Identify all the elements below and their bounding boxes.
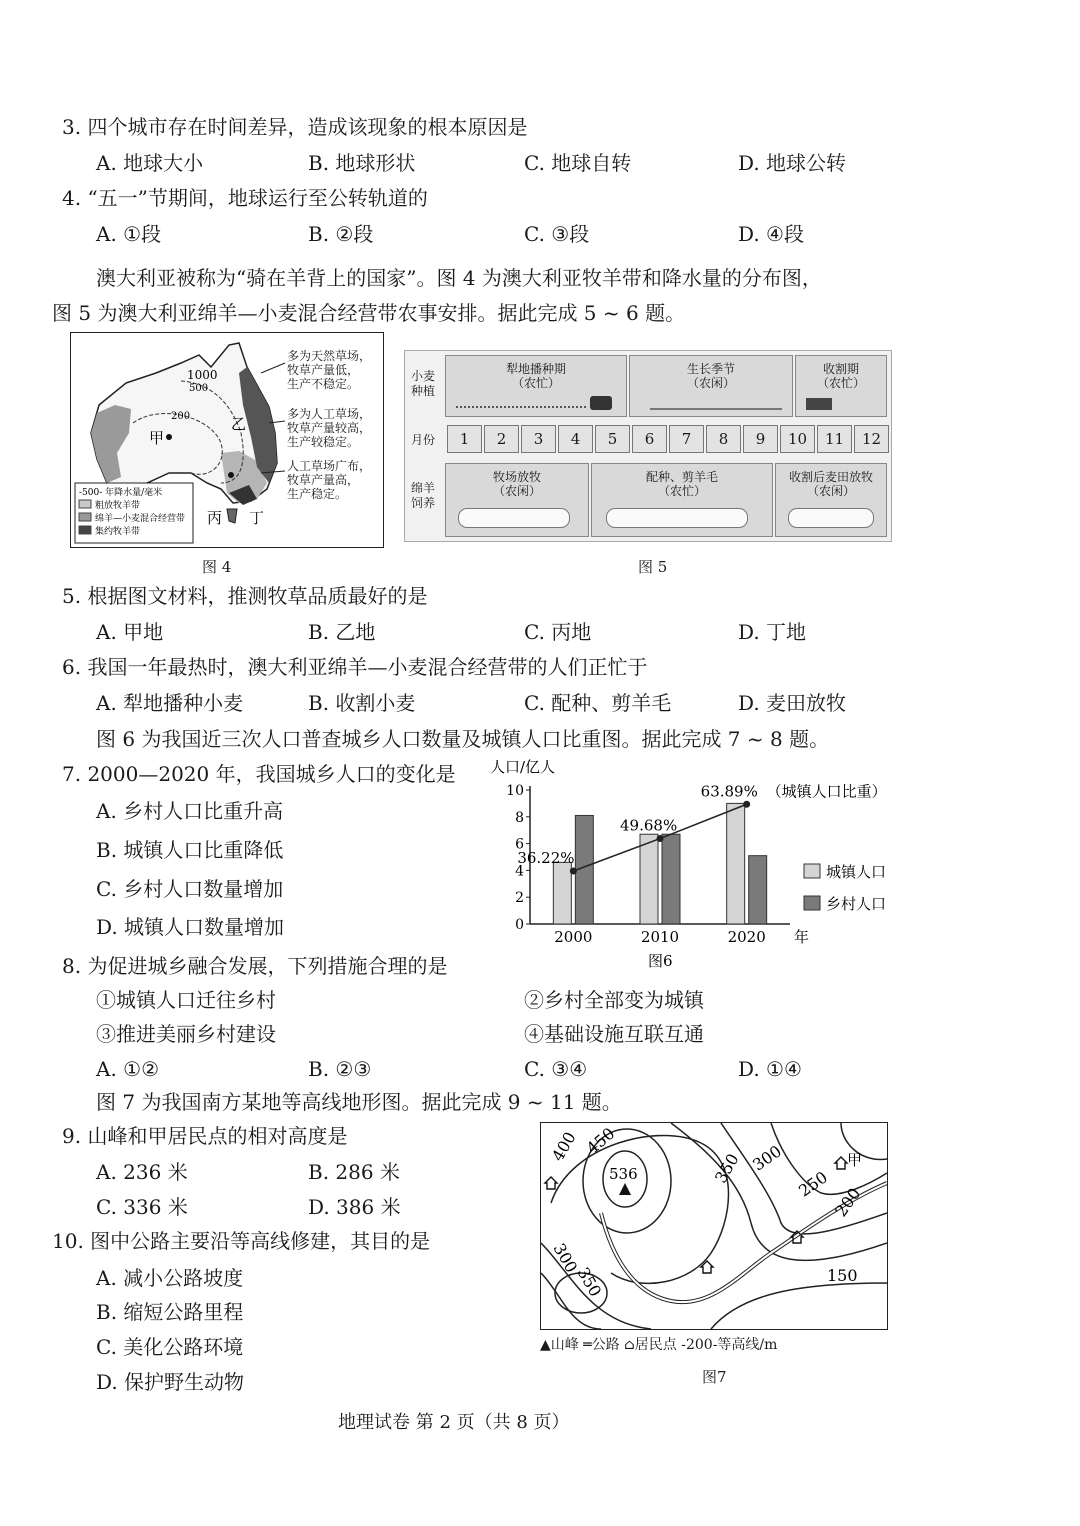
figure-6-caption: 图6 [648, 952, 673, 970]
contour-150: 150 [827, 1266, 858, 1285]
legend-label: 乡村人口 [826, 895, 887, 913]
bar-urban [640, 834, 658, 924]
month-cell: 9 [743, 425, 778, 453]
figure-7-legend: ▲山峰 ═公路 ⌂居民点 -200-等高线/m [540, 1337, 778, 1353]
legend-swatch [804, 896, 820, 910]
month-cell: 5 [595, 425, 630, 453]
y-tick-label: 0 [515, 917, 524, 933]
q6-option-b: B. 收割小麦 [308, 691, 416, 715]
y-axis-label: 人口/亿人 [490, 758, 556, 776]
contour-200: 200 [831, 1184, 865, 1221]
legend-swatch [804, 864, 820, 878]
legend-extensive: 粗放牧羊带 [95, 501, 141, 511]
sheep-pasture-grazing: 牧场放牧 （农闲） [445, 463, 589, 537]
q9-option-a: A. 236 米 [96, 1160, 188, 1184]
q8-stem: 8. 为促进城乡融合发展，下列措施合理的是 [62, 954, 448, 978]
y-tick-label: 6 [515, 836, 524, 853]
ratio-label: 49.68% [620, 816, 678, 835]
contour-450: 450 [582, 1123, 619, 1158]
sheep-wheatfield-grazing: 收割后麦田放牧 （农闲） [775, 463, 887, 537]
legend-intensive: 集约牧羊带 [95, 527, 141, 537]
q9-option-d: D. 386 米 [308, 1195, 401, 1219]
ratio-label: 36.22% [517, 848, 575, 867]
wheat-sowing-period: 犁地播种期 （农忙） [445, 355, 627, 417]
q9-option-b: B. 286 米 [308, 1160, 400, 1184]
q8-option-b: B. ②③ [308, 1057, 372, 1081]
q9-option-c: C. 336 米 [96, 1195, 188, 1219]
intro-9-11: 图 7 为我国南方某地等高线地形图。据此完成 9 ~ 11 题。 [96, 1090, 622, 1114]
q7-option-d: D. 城镇人口数量增加 [96, 915, 285, 939]
intro-7-8: 图 6 为我国近三次人口普查城乡人口数量及城镇人口比重图。据此完成 7 ~ 8 题。 [96, 727, 830, 751]
q8-statement-3: ③推进美丽乡村建设 [96, 1022, 276, 1046]
q8-statement-1: ①城镇人口迁往乡村 [96, 988, 276, 1012]
sheep-row-label: 绵羊 饲养 [411, 481, 436, 510]
q4-option-a: A. ①段 [96, 222, 162, 246]
wheat-harvest-period: 收割期 （农忙） [795, 355, 887, 417]
contour-250: 250 [795, 1167, 832, 1201]
q8-option-c: C. ③④ [524, 1057, 588, 1081]
q10-option-b: B. 缩短公路里程 [96, 1300, 244, 1324]
intro-5-6-line2: 图 5 为澳大利亚绵羊—小麦混合经营带农事安排。据此完成 5 ~ 6 题。 [52, 301, 686, 325]
place-jia-fig7: 甲 [847, 1151, 863, 1169]
isohyet-200-label: 200 [171, 411, 191, 422]
place-jia: 甲 [149, 429, 165, 447]
x-tick-label: 2010 [640, 928, 680, 946]
q5-option-b: B. 乙地 [308, 620, 376, 644]
page-footer: 地理试卷 第 2 页（共 8 页） [338, 1412, 570, 1433]
isohyet-1000-label: 1000 [187, 368, 218, 382]
q7-option-a: A. 乡村人口比重升高 [96, 799, 284, 823]
month-cell: 7 [669, 425, 704, 453]
q8-option-a: A. ①② [96, 1057, 160, 1081]
q6-option-c: C. 配种、剪羊毛 [524, 691, 672, 715]
month-row [445, 425, 889, 455]
place-ding: 丁 [249, 509, 265, 527]
figure-4-caption: 图 4 [202, 558, 232, 576]
bar-urban [727, 803, 745, 924]
x-axis-label: 年 [794, 928, 810, 946]
settlement-icon [545, 1157, 847, 1273]
legend-label: 城镇人口 [826, 863, 887, 881]
figure-7-contour-map [540, 1122, 888, 1330]
y-tick-label: 4 [515, 863, 524, 880]
figure-7-caption: 图7 [702, 1368, 727, 1386]
ratio-label: 63.89% [700, 782, 758, 801]
q10-option-c: C. 美化公路环境 [96, 1335, 244, 1359]
note-artificial-grassland: 多为人工草场， 牧草产量较高， 生产较稳定。 [287, 407, 372, 449]
ratio-point [657, 835, 664, 842]
q3-option-d: D. 地球公转 [738, 151, 847, 175]
contour-350: 350 [711, 1150, 743, 1187]
place-yi: 乙 [231, 415, 247, 433]
q6-stem: 6. 我国一年最热时，澳大利亚绵羊—小麦混合经营带的人们正忙于 [62, 655, 648, 679]
q4-option-b: B. ②段 [308, 222, 374, 246]
note-natural-grassland: 多为天然草场， 牧草产量低， 生产不稳定。 [287, 349, 372, 391]
contour-300-sw: 300 [549, 1240, 582, 1276]
q7-option-b: B. 城镇人口比重降低 [96, 838, 284, 862]
figure-5-caption: 图 5 [638, 558, 668, 576]
q5-option-d: D. 丁地 [738, 620, 807, 644]
q10-option-a: A. 减小公路坡度 [96, 1266, 244, 1290]
x-tick-label: 2000 [554, 928, 593, 946]
q3-stem: 3. 四个城市存在时间差异，造成该现象的根本原因是 [62, 115, 528, 139]
contour-400: 400 [548, 1128, 580, 1165]
month-cell: 6 [632, 425, 667, 453]
q9-stem: 9. 山峰和甲居民点的相对高度是 [62, 1124, 348, 1148]
contour-350-sw: 350 [573, 1264, 606, 1300]
wheat-row-label: 小麦 种植 [411, 369, 436, 398]
note-widespread-grassland: 人工草场广布， 牧草产量高， 生产稳定。 [287, 459, 372, 501]
ratio-note: （城镇人口比重） [766, 782, 887, 801]
q5-stem: 5. 根据图文材料，推测牧草品质最好的是 [62, 584, 428, 608]
q8-statement-4: ④基础设施互联互通 [524, 1022, 704, 1046]
q3-option-a: A. 地球大小 [96, 151, 204, 175]
q8-statement-2: ②乡村全部变为城镇 [524, 988, 704, 1012]
month-cell: 12 [854, 425, 889, 453]
q6-option-d: D. 麦田放牧 [738, 691, 847, 715]
bar-urban [553, 862, 571, 924]
bar-rural [749, 856, 767, 924]
q3-option-c: C. 地球自转 [524, 151, 632, 175]
q7-option-c: C. 乡村人口数量增加 [96, 877, 284, 901]
bar-rural [662, 834, 680, 924]
peak-elevation: 536 [609, 1165, 638, 1183]
q4-option-d: D. ④段 [738, 222, 804, 246]
q5-option-c: C. 丙地 [524, 620, 592, 644]
contour-300: 300 [749, 1141, 786, 1175]
month-cell: 11 [817, 425, 852, 453]
q3-option-b: B. 地球形状 [308, 151, 416, 175]
y-tick-label: 8 [515, 809, 524, 826]
month-cell: 10 [780, 425, 815, 453]
q4-option-c: C. ③段 [524, 222, 590, 246]
y-tick-label: 10 [506, 783, 524, 799]
month-cell: 1 [447, 425, 482, 453]
figure-5-farm-calendar [404, 350, 892, 542]
month-cell: 8 [706, 425, 741, 453]
sheep-breeding-shearing: 配种、剪羊毛 （农忙） [591, 463, 773, 537]
ratio-point [570, 867, 577, 874]
legend-mixed: 绵羊—小麦混合经营带 [95, 514, 186, 524]
wheat-growing-season: 生长季节 （农闲） [629, 355, 793, 417]
q5-option-a: A. 甲地 [96, 620, 164, 644]
isohyet-500-label: 500 [189, 383, 209, 394]
ratio-point [743, 801, 750, 808]
q10-stem: 10. 图中公路主要沿等高线修建，其目的是 [52, 1229, 431, 1253]
q8-option-d: D. ①④ [738, 1057, 802, 1081]
q4-stem: 4. “五一”节期间，地球运行至公转轨道的 [62, 186, 428, 210]
month-cell: 2 [484, 425, 519, 453]
month-cell: 3 [521, 425, 556, 453]
x-tick-label: 2020 [727, 928, 766, 946]
place-bing: 丙 [207, 509, 223, 527]
month-row-label: 月份 [411, 433, 436, 447]
q7-stem: 7. 2000—2020 年，我国城乡人口的变化是 [62, 762, 456, 786]
q6-option-a: A. 犁地播种小麦 [96, 691, 244, 715]
y-tick-label: 2 [515, 890, 524, 907]
figure-6-population-chart [490, 752, 920, 974]
legend-isohyet: -500- 年降水量/毫米 [79, 488, 163, 498]
figure-4-australia-map [70, 332, 384, 548]
intro-5-6-line1: 澳大利亚被称为“骑在羊背上的国家”。图 4 为澳大利亚牧羊带和降水量的分布图， [96, 266, 822, 290]
q10-option-d: D. 保护野生动物 [96, 1370, 245, 1394]
month-cell: 4 [558, 425, 593, 453]
